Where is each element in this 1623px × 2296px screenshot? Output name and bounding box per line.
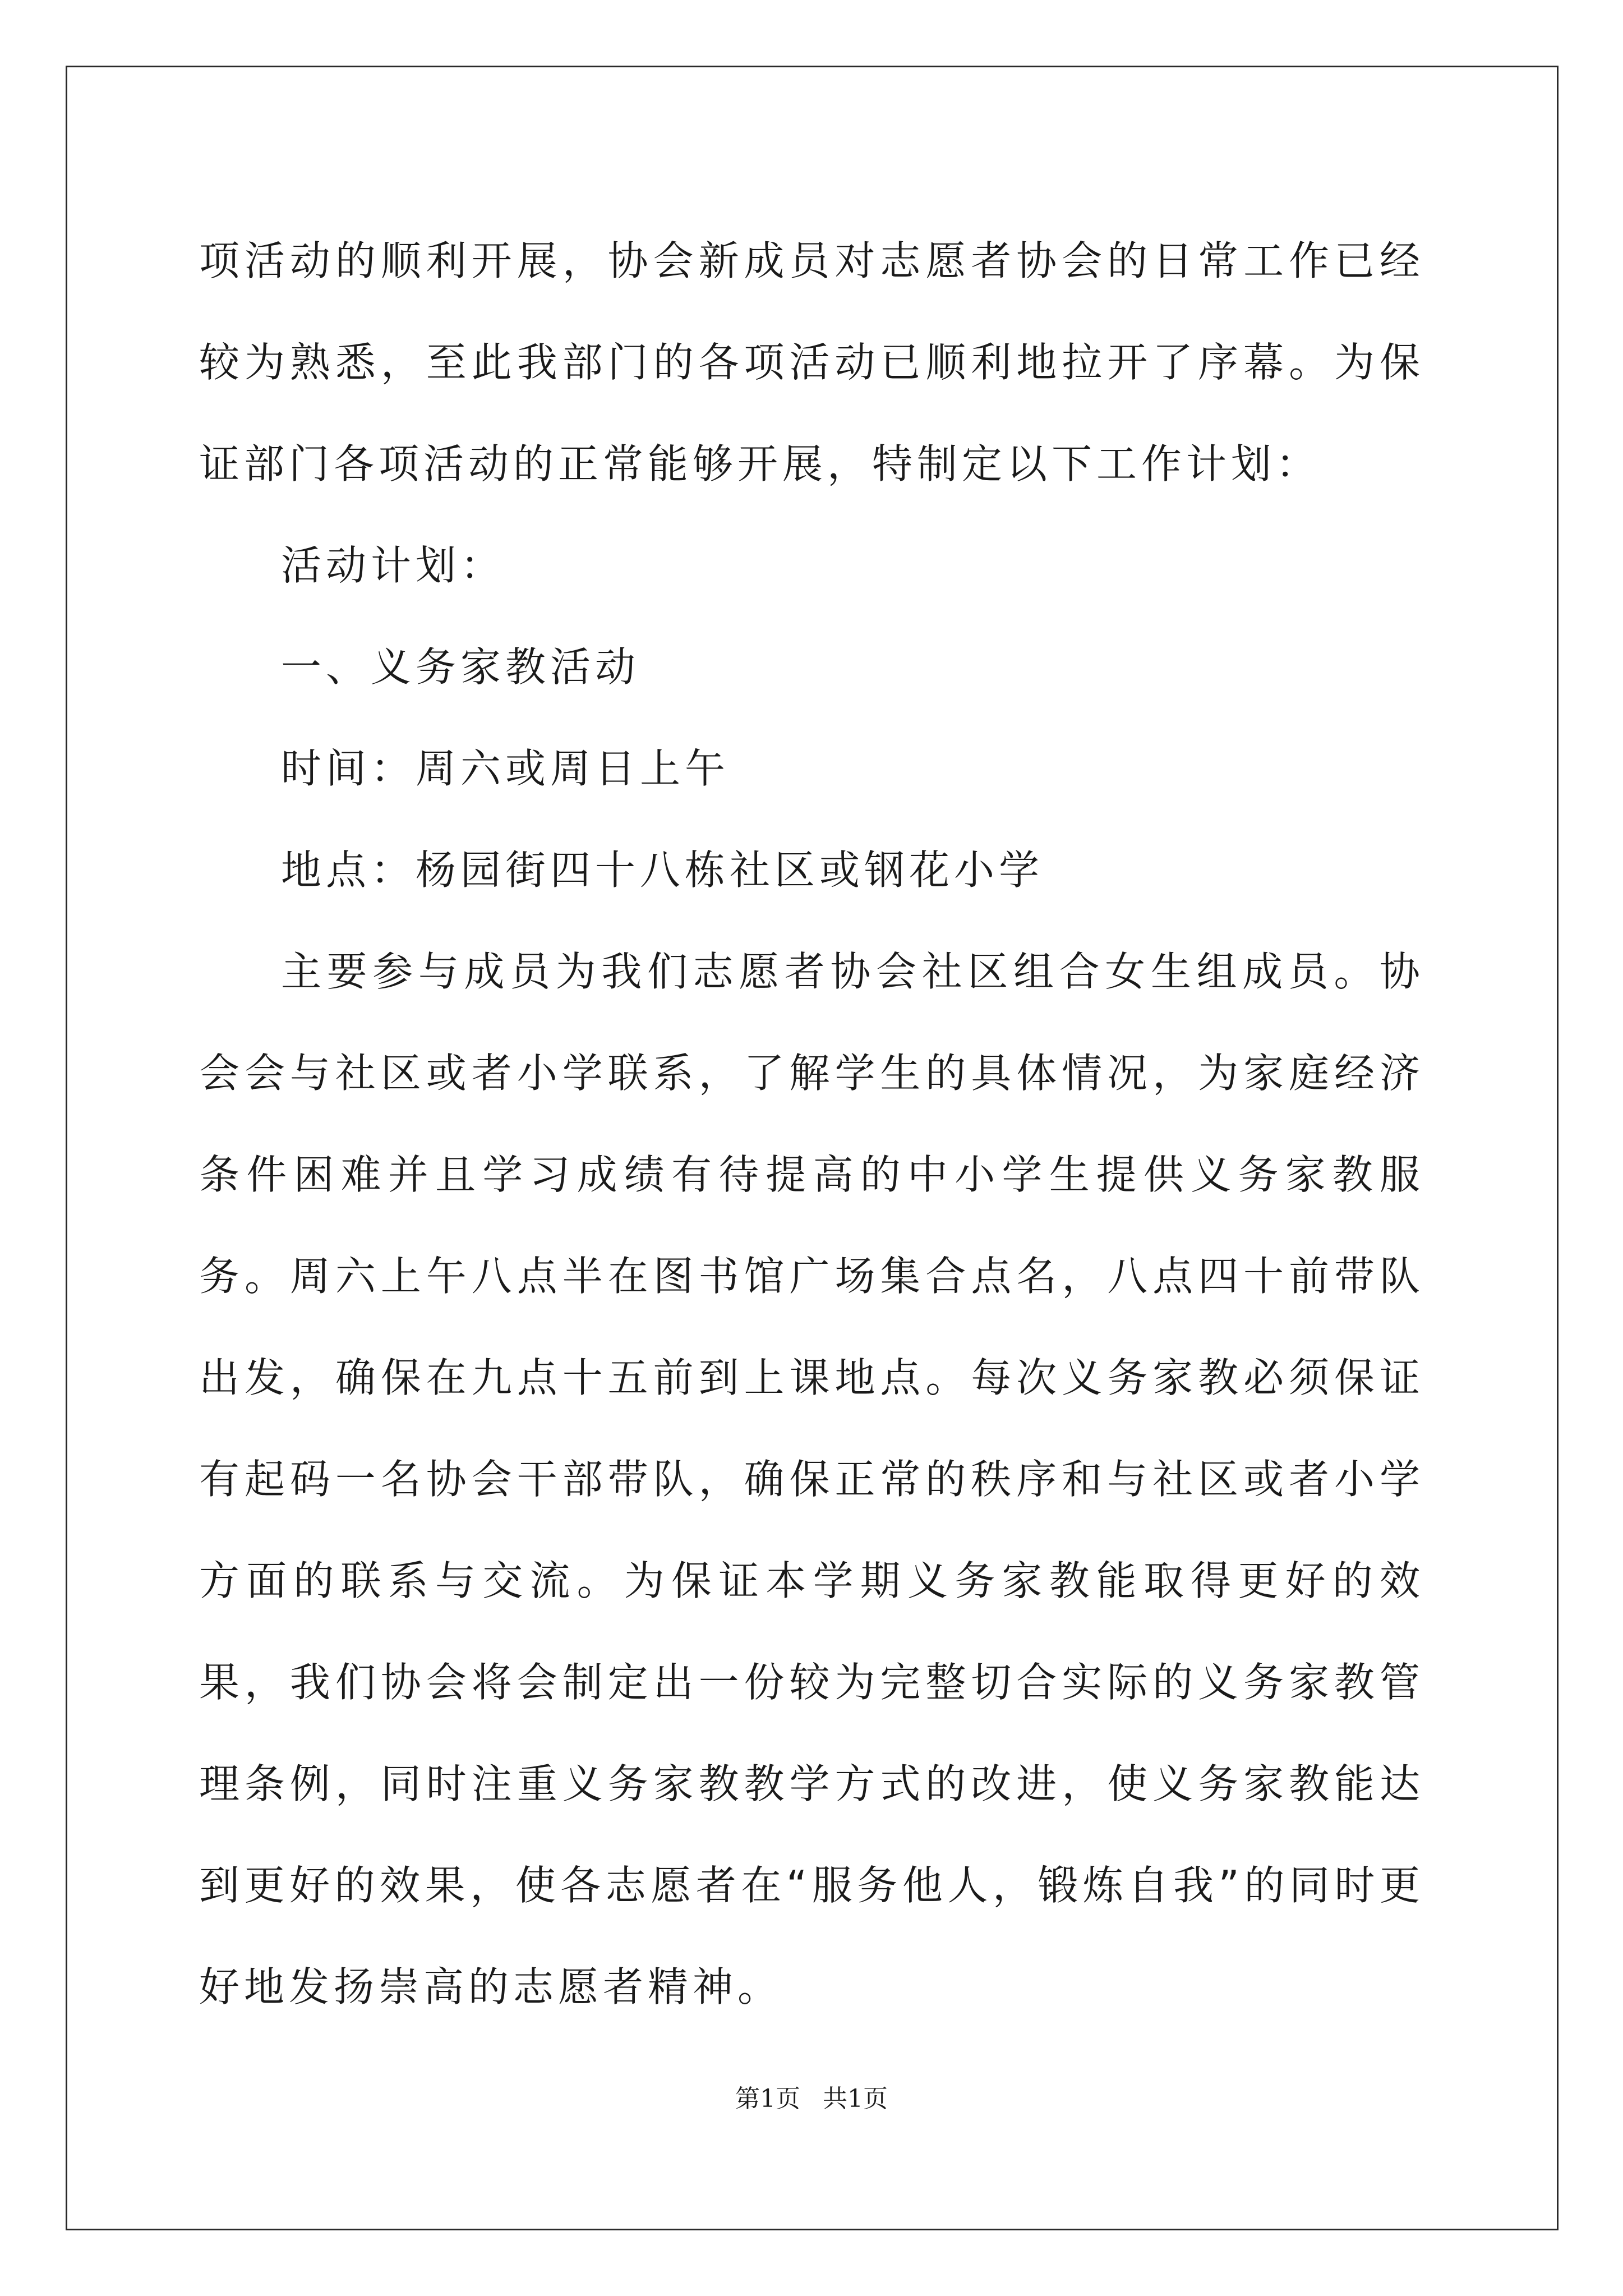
paragraph-time: 时间：周六或周日上午 — [281, 745, 730, 792]
page-footer — [0, 2078, 1623, 2114]
page-total: 共1页 — [823, 2085, 888, 2113]
paragraph-details: 主要参与成员为我们志愿者协会社区组合女生组成员。协会会与社区或者小学联系，了解学生的具体情况，为家庭经济条件困难并且学习成绩有待提高的中小学生提供义务家教服务。周六上午八点半在图书馆广场集合点名，八点四十前带队出发，确保在九点十五前到上课地点。每次义务家教必须保证有起码一名协会干部带队，确保正常的秩序和与社区或者小学方面的联系与交流。为保证本学期义务家教能取得更好的效果，我们协会将会制定出一份较为完整切合实际的义务家教管理条例，同时注重义务家教教学方式的改进，使义务家教能达到更好的效果，使各志愿者在“服务他人，锻炼自我”的同时更好地发扬崇高的志愿者精神。 — [199, 948, 1424, 2010]
paragraph-intro: 项活动的顺利开展，协会新成员对志愿者协会的日常工作已经较为熟悉，至此我部门的各项活动已顺利地拉开了序幕。为保证部门各项活动的正常能够开展，特制定以下工作计划： — [199, 237, 1424, 487]
paragraph-section-heading: 一、义务家教活动 — [281, 643, 640, 691]
document-body — [199, 210, 1424, 2038]
page-number: 第1页 — [735, 2085, 800, 2113]
paragraph-location: 地点：杨园街四十八栋社区或钢花小学 — [281, 846, 1044, 894]
paragraph-activity-plan-heading: 活动计划： — [281, 542, 506, 589]
